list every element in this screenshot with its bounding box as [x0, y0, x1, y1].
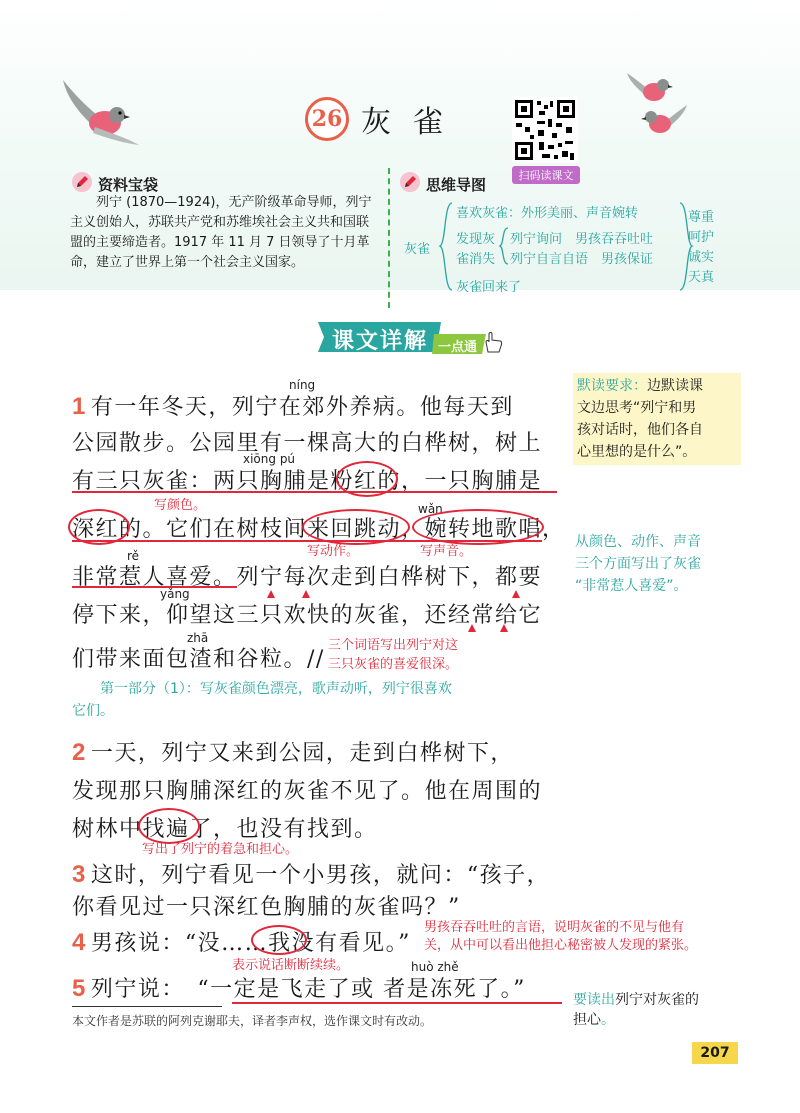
note-sound: 写声音。: [420, 544, 473, 559]
underline: [72, 491, 557, 493]
req-label: 默读要求：: [577, 378, 647, 394]
p1-line: 停下来，仰望这三只欢快的灰雀，还经常给它: [72, 603, 543, 628]
mindmap-header: [398, 170, 486, 198]
section-banner: [316, 316, 506, 358]
p3-line: 你看见过一只深红色胸脯的灰雀吗？”: [72, 895, 461, 920]
triangle-mark: [500, 624, 508, 632]
mindmap-sub1: 列宁询问 男孩吞吞吐吐: [510, 232, 654, 247]
p1-line: 深红的。它们在树枝间来回跳动，婉转地歌唱，: [72, 517, 566, 542]
req-text: 心里想的是什么”。: [577, 444, 697, 460]
underline: [232, 1002, 562, 1004]
pinyin-ning: níng: [289, 378, 316, 392]
page-number: 207: [692, 1042, 738, 1064]
p1-line: 1 有一年冬天，列宁在郊外养病。他每天到: [72, 393, 514, 420]
p2-number: 2: [72, 739, 87, 766]
p2-line: 树林中找遍了，也没有找到。: [72, 817, 378, 842]
reading-requirement: [573, 373, 741, 465]
banner-sub: 一点通: [438, 340, 478, 355]
circle-mark: [68, 509, 130, 545]
p1-line: 们带来面包渣和谷粒。//: [72, 647, 325, 672]
lesson-title: 灰雀: [361, 105, 465, 140]
req-text: 文边思考“列宁和男: [577, 400, 697, 416]
triangle-mark: [302, 590, 310, 598]
qr-code[interactable]: [512, 97, 578, 163]
pinyin-re: rě: [127, 549, 140, 563]
pinyin-huozhe: huò zhě: [411, 960, 459, 974]
banner-main: 课文详解: [332, 329, 429, 354]
hand-pointer-icon: [482, 330, 504, 358]
p5-number: 5: [72, 975, 87, 1002]
mindmap-title: 思维导图: [426, 175, 487, 194]
note-three-words: 三个词语写出列宁对这 三只灰雀的喜爱很深。: [328, 638, 459, 672]
dashed-divider: [388, 168, 390, 308]
mindmap-trait: 诚实: [688, 250, 715, 265]
pinyin-xiongpu: xiōng pú: [243, 452, 296, 466]
lesson-number: 26: [305, 97, 349, 141]
p1-number: 1: [72, 393, 87, 420]
p2-line: 2 一天，列宁又来到公园，走到白桦树下，: [72, 739, 514, 766]
mindmap-trait: 天真: [688, 270, 715, 285]
mindmap-branch2b: 雀消失: [456, 252, 496, 267]
mindmap-root: 灰雀: [404, 242, 431, 257]
note-anxious: 写出了列宁的着急和担心。: [142, 842, 299, 857]
note-color: 写颜色。: [154, 498, 207, 513]
pencil-icon: [398, 170, 422, 198]
mindmap-trait: 尊重: [688, 210, 715, 225]
note-action: 写动作。: [307, 544, 360, 559]
ziliao-text: 列宁 (1870—1924)，无产阶级革命导师，列宁主义创始人，苏联共产党和苏维埃社会主义共和国联盟的主要缔造者。1917 年 11 月 7 日领导了十月革命，建立了世界上第一个社会主义国家。: [70, 195, 372, 270]
mindmap-branch3: 灰雀回来了: [456, 280, 522, 295]
pinyin-wan: wǎn: [418, 502, 443, 516]
p1-line: 公园散步。公园里有一棵高大的白桦树，树上: [72, 431, 543, 456]
p5-line: 5 列宁说： “一定是飞走了或 者是冻死了。”: [72, 975, 526, 1002]
mindmap-branch2a: 发现灰: [456, 232, 496, 247]
triangle-mark: [512, 590, 520, 598]
part-summary: 第一部分（1）：写灰雀颜色漂亮，歌声动听，列宁很喜欢 它们。: [72, 681, 452, 719]
p2-line: 发现那只胸脯深红的灰雀不见了。他在周围的: [72, 779, 543, 804]
ziliao-title: 资料宝袋: [98, 175, 159, 194]
p4-line: 4 男孩说：“没……我没有看见。”: [72, 929, 411, 956]
footnote-rule: [72, 1006, 222, 1007]
underline: [72, 586, 237, 588]
p3-number: 3: [72, 861, 87, 888]
triangle-mark: [468, 624, 476, 632]
note-broken: 表示说话断断续续。: [232, 958, 350, 973]
p1-line: 非常惹人喜爱。列宁每次走到白桦树下，都要: [72, 565, 543, 590]
pinyin-zha: zhā: [187, 631, 209, 645]
footnote: 本文作者是苏联的阿列克谢耶夫，译者李声权，选作课文时有改动。: [72, 1014, 433, 1028]
note-hesitate: 男孩吞吞吐吐的言语，说明灰雀的不见与他有 关，从中可以看出他担心秘密被人发现的紧张。: [424, 920, 698, 953]
lesson-header: [305, 97, 465, 141]
p3-line: 3 这时，列宁看见一个小男孩，就问：“孩子，: [72, 861, 551, 888]
side-analysis: 从颜色、动作、声音 三个方面写出了灰雀 “非常惹人喜爱”。: [575, 534, 701, 594]
mindmap-trait: 呵护: [688, 230, 715, 245]
p1-line: 有三只灰雀：两只胸脯是粉红的，一只胸脯是: [72, 469, 543, 494]
p4-number: 4: [72, 929, 87, 956]
mindmap-sub2: 列宁自言自语 男孩保证: [510, 252, 654, 267]
circle-mark: [251, 925, 307, 955]
mindmap-branch1: 喜欢灰雀：外形美丽、声音婉转: [456, 206, 639, 221]
req-text: 边默读课: [647, 378, 703, 394]
qr-label: 扫码读课文: [512, 166, 580, 184]
side-read-note: 要读出列宁对灰雀的 担心。: [573, 992, 699, 1028]
bird-left-icon: [55, 75, 145, 150]
circle-mark: [336, 461, 398, 497]
bird-right-bottom-icon: [632, 100, 692, 140]
pinyin-yang: yǎng: [160, 587, 190, 601]
req-text: 孩对话时，他们各自: [577, 422, 703, 438]
triangle-mark: [267, 590, 275, 598]
